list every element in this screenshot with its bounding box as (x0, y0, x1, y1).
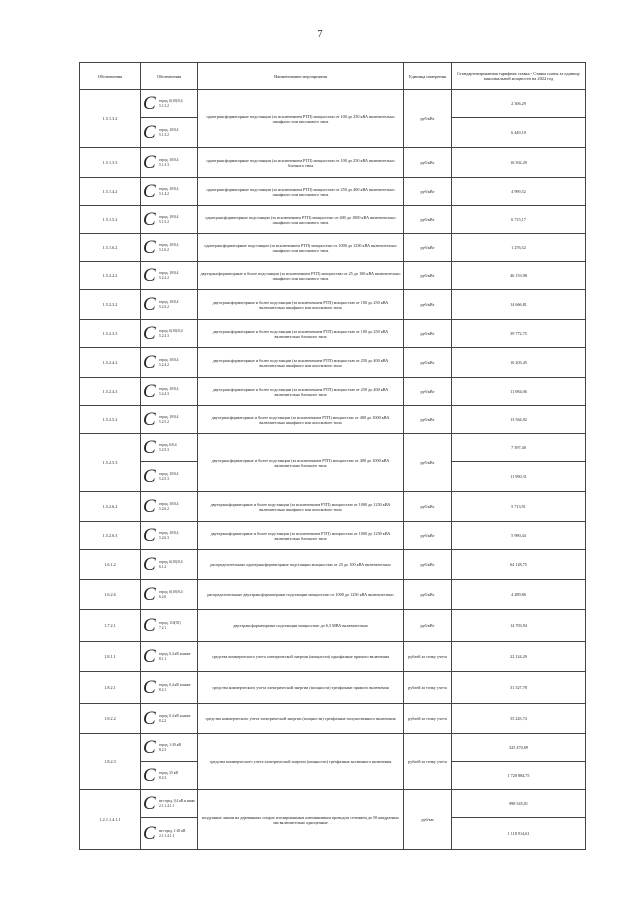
symbol-line-1: город, 6(10)/0,4 (159, 99, 183, 104)
symbol-line-1: город, 110(35) (159, 621, 181, 626)
symbol-text (157, 243, 178, 252)
row-rate-value: 16 502,29 (452, 148, 586, 178)
row-code: 1.5.2.6.2 (80, 492, 141, 522)
row-rate-value: 35 243,74 (452, 704, 586, 734)
row-unit: руб/кВт (404, 348, 452, 378)
table-row (80, 790, 586, 818)
row-rate-value: 6 715,17 (452, 206, 586, 234)
row-unit: руб/кВт (404, 406, 452, 434)
row-unit: руб/кВт (404, 234, 452, 262)
row-unit: руб/кВт (404, 290, 452, 320)
row-description: воздушные линии на деревянных опорах изолированным алюминиевым проводом сечением до 50 квадратных мм включительно одноцепные (198, 790, 404, 850)
row-rate-value: 5 713,91 (452, 492, 586, 522)
c-symbol-icon: C (143, 524, 156, 546)
symbol-line-1: город, 10/0,4 (159, 358, 179, 363)
symbol-group (143, 121, 195, 143)
row-rate-value: 1 276,52 (452, 234, 586, 262)
row-symbol (141, 406, 198, 434)
c-symbol-icon: C (143, 645, 156, 667)
symbol-line-1: город, 10/0,4 (159, 502, 179, 507)
symbol-line-1: город, 10/0,4 (159, 472, 179, 477)
symbol-group (143, 465, 195, 487)
symbol-line-2: 8.2.2 (159, 718, 167, 723)
symbol-line-1: город, 0,4 кВ и ниже (159, 683, 191, 688)
symbol-line-2: 5.2.2.2 (159, 275, 169, 280)
symbol-group (143, 583, 195, 605)
header-code: Обозначения (80, 63, 141, 90)
row-symbol (141, 178, 198, 206)
symbol-line-2: 5.1.3.2 (159, 132, 169, 137)
symbol-line-1: город, 10/0,4 (159, 158, 179, 163)
c-symbol-icon: C (143, 676, 156, 698)
row-rate-value: 14 666,81 (452, 290, 586, 320)
row-description: двухтрансформаторные и более подстанции (за исключением РТП) мощностью от 100 до 250 кВА включительно шкафного или киоскового типа (198, 290, 404, 320)
row-rate-value: 13 564,92 (452, 406, 586, 434)
row-description: однотрансформаторные подстанции (за исключением РТП) мощностью от 250 до 400 кВА включительно шкафного или киоскового типа (198, 178, 404, 206)
symbol-line-1: город, 35 кВ (159, 771, 178, 776)
symbol-group (143, 208, 195, 230)
table-row (80, 178, 586, 206)
row-description: двухтрансформаторные подстанции мощностью до 6,3 МВА включительно (198, 610, 404, 642)
symbol-line-1: город, 0,4 кВ и ниже (159, 652, 191, 657)
symbol-text (157, 329, 183, 338)
c-symbol-icon: C (143, 408, 156, 430)
symbol-text (157, 215, 178, 224)
symbol-line-2: 5.2.3.3 (159, 333, 169, 338)
row-description: двухтрансформаторные и более подстанции (за исключением РТП) мощностью от 25 до 100 кВА включительно шкафного или киоскового типа (198, 262, 404, 290)
symbol-group (143, 436, 195, 458)
symbol-line-1: город, 6(10)/0,4 (159, 560, 183, 565)
symbol-line-1: город, 10/0,4 (159, 187, 179, 192)
c-symbol-icon: C (143, 180, 156, 202)
row-code: 1.6.1.2 (80, 550, 141, 580)
symbol-text (157, 771, 178, 780)
row-description: однотрансформаторные подстанции (за исключением РТП) мощностью от 1000 до 1250 кВА включительно шкафного или киоскового типа (198, 234, 404, 262)
symbol-line-2: 2.1.1.4.1.1 (159, 833, 175, 838)
symbol-line-1: город, 10/0,4 (159, 415, 179, 420)
symbol-line-2: 6.2.6 (159, 594, 167, 599)
symbol-text (157, 99, 183, 108)
row-rate-value: 325 470,89 (452, 734, 586, 762)
symbol-text (157, 829, 185, 838)
symbol-text (157, 415, 178, 424)
symbol-line-2: 8.1.1 (159, 656, 167, 661)
row-description: двухтрансформаторные и более подстанции (за исключением РТП) мощностью от 1000 до 1250 кВА включительно шкафного или киоскового типа (198, 492, 404, 522)
symbol-text (157, 502, 178, 511)
symbol-group (143, 151, 195, 173)
row-symbol (141, 492, 198, 522)
table-row (80, 406, 586, 434)
symbol-line-2: 8.2.3 (159, 775, 167, 780)
row-code: 1.5.2.2.2 (80, 262, 141, 290)
header-unit: Единица измерения (404, 63, 452, 90)
symbol-line-1: город, 6/0,4 (159, 443, 177, 448)
row-code: 1.5.2.6.3 (80, 522, 141, 550)
table-row (80, 148, 586, 178)
c-symbol-icon: C (143, 707, 156, 729)
symbol-group (143, 293, 195, 315)
row-description: двухтрансформаторные и более подстанции (за исключением РТП) мощностью от 400 до 1000 кВА включительно блочного типа (198, 434, 404, 492)
row-rate-value: 5 990,44 (452, 522, 586, 550)
symbol-line-2: 5.2.4.3 (159, 391, 169, 396)
table-row (80, 642, 586, 672)
row-description: двухтрансформаторные и более подстанции (за исключением РТП) мощностью от 250 до 400 кВА включительно шкафного или киоскового типа (198, 348, 404, 378)
row-description: средства коммерческого учета электрической энергии (мощности) трехфазные полукосвенного включения (198, 704, 404, 734)
table-row (80, 234, 586, 262)
symbol-text (157, 652, 190, 661)
symbol-group (143, 645, 195, 667)
c-symbol-icon: C (143, 293, 156, 315)
tariff-table (79, 62, 586, 850)
table-row (80, 206, 586, 234)
row-symbol (141, 118, 198, 148)
table-row (80, 550, 586, 580)
symbol-group (143, 822, 195, 844)
c-symbol-icon: C (143, 121, 156, 143)
c-symbol-icon: C (143, 553, 156, 575)
symbol-line-2: 5.1.3.2 (159, 103, 169, 108)
row-unit: руб/кВт (404, 178, 452, 206)
row-code: 1.5.1.5.2 (80, 206, 141, 234)
symbol-line-1: не город, 1-20 кВ (159, 829, 186, 834)
row-code: 1.5.2.3.2 (80, 290, 141, 320)
row-rate-value: 4 289,86 (452, 580, 586, 610)
c-symbol-icon: C (143, 436, 156, 458)
row-symbol (141, 550, 198, 580)
row-symbol (141, 290, 198, 320)
table-body (80, 90, 586, 850)
c-symbol-icon: C (143, 792, 156, 814)
row-symbol (141, 762, 198, 790)
symbol-group (143, 736, 195, 758)
row-unit: руб/кВт (404, 610, 452, 642)
c-symbol-icon: C (143, 208, 156, 230)
symbol-line-1: город, 6(10)/0,4 (159, 590, 183, 595)
c-symbol-icon: C (143, 151, 156, 173)
row-symbol (141, 522, 198, 550)
symbol-group (143, 764, 195, 786)
row-rate-value: 14 703,94 (452, 610, 586, 642)
row-rate-value: 16 203,45 (452, 348, 586, 378)
row-unit: руб/кВт (404, 148, 452, 178)
symbol-line-2: 5.2.6.3 (159, 535, 169, 540)
row-symbol (141, 148, 198, 178)
table-row (80, 262, 586, 290)
row-unit: рублей за точку учета (404, 734, 452, 790)
row-symbol (141, 262, 198, 290)
symbol-line-2: 5.2.6.2 (159, 506, 169, 511)
table-row (80, 610, 586, 642)
row-rate-value: 2 306,29 (452, 90, 586, 118)
row-code: 1.2.1.1.4.1.1 (80, 790, 141, 850)
symbol-text (157, 387, 178, 396)
row-symbol (141, 610, 198, 642)
c-symbol-icon: C (143, 614, 156, 636)
row-description: средства коммерческого учета электрической энергии (мощности) трехфазные прямого включения (198, 672, 404, 704)
symbol-line-2: 6.1.2 (159, 564, 167, 569)
symbol-line-2: 7.2.1 (159, 625, 167, 630)
row-rate-value: 31 327,78 (452, 672, 586, 704)
symbol-group (143, 676, 195, 698)
row-symbol (141, 818, 198, 850)
c-symbol-icon: C (143, 822, 156, 844)
header-name: Наименование мероприятия (198, 63, 404, 90)
header-rate: Стандартизированная тарифная ставка - Ставка платы за единицу максимальной мощности на 2022 год (452, 63, 586, 90)
table-row (80, 348, 586, 378)
c-symbol-icon: C (143, 351, 156, 373)
row-symbol (141, 434, 198, 462)
row-unit: рублей за точку учета (404, 672, 452, 704)
table-row (80, 522, 586, 550)
row-symbol (141, 672, 198, 704)
symbol-line-1: город, 0,4 кВ и ниже (159, 714, 191, 719)
symbol-line-2: 8.2.1 (159, 687, 167, 692)
row-description: двухтрансформаторные и более подстанции (за исключением РТП) мощностью от 100 до 250 кВА включительно блочного типа (198, 320, 404, 348)
symbol-text (157, 472, 178, 481)
row-unit: руб/кВт (404, 206, 452, 234)
symbol-text (157, 714, 190, 723)
table-row (80, 90, 586, 118)
symbol-line-1: город, 6(10)/0,4 (159, 329, 183, 334)
row-symbol (141, 734, 198, 762)
symbol-line-2: 8.2.3 (159, 747, 167, 752)
row-unit: руб/кВт (404, 262, 452, 290)
table-header-row (80, 63, 586, 90)
symbol-group (143, 351, 195, 373)
row-symbol (141, 704, 198, 734)
row-rate-value: 39 772,75 (452, 320, 586, 348)
row-symbol (141, 462, 198, 492)
symbol-line-1: город, 1-20 кВ (159, 743, 181, 748)
row-description: распределительные однотрансформаторные подстанции мощностью от 25 до 100 кВА включительно (198, 550, 404, 580)
symbol-group (143, 408, 195, 430)
c-symbol-icon: C (143, 236, 156, 258)
symbol-line-2: 5.2.4.2 (159, 362, 169, 367)
row-rate-value: 46 153,98 (452, 262, 586, 290)
row-code: 1.8.2.2 (80, 704, 141, 734)
row-rate-value: 7 397,40 (452, 434, 586, 462)
c-symbol-icon: C (143, 764, 156, 786)
table-row (80, 378, 586, 406)
c-symbol-icon: C (143, 736, 156, 758)
symbol-group (143, 92, 195, 114)
table-row (80, 580, 586, 610)
symbol-group (143, 180, 195, 202)
row-description: средства коммерческого учета электрической энергии (мощности) трехфазные косвенного включения (198, 734, 404, 790)
symbol-line-2: 2.1.1.4.1.1 (159, 803, 175, 808)
row-code: 1.8.2.3 (80, 734, 141, 790)
symbol-group (143, 792, 195, 814)
symbol-text (157, 590, 183, 599)
row-unit: руб/кВт (404, 522, 452, 550)
table-row (80, 734, 586, 762)
row-symbol (141, 320, 198, 348)
symbol-text (157, 358, 178, 367)
row-code: 1.5.1.3.2 (80, 90, 141, 148)
symbol-group (143, 614, 195, 636)
symbol-line-1: город, 10/0,4 (159, 531, 179, 536)
symbol-text (157, 300, 178, 309)
symbol-line-1: не город, 0,4 кВ и ниже (159, 799, 195, 804)
symbol-line-1: город, 10/0,4 (159, 243, 179, 248)
symbol-line-2: 5.2.3.2 (159, 304, 169, 309)
row-unit: рублей за точку учета (404, 642, 452, 672)
row-symbol (141, 642, 198, 672)
symbol-line-1: город, 10/0,4 (159, 271, 179, 276)
symbol-line-2: 5.1.5.2 (159, 219, 169, 224)
row-rate-value: 4 999,52 (452, 178, 586, 206)
symbol-text (157, 187, 178, 196)
c-symbol-icon: C (143, 583, 156, 605)
row-unit: руб/кВт (404, 550, 452, 580)
symbol-text (157, 799, 195, 808)
symbol-group (143, 524, 195, 546)
symbol-text (157, 128, 178, 137)
row-code: 1.5.2.4.3 (80, 378, 141, 406)
row-code: 1.7.2.1 (80, 610, 141, 642)
symbol-group (143, 322, 195, 344)
row-code: 1.5.2.5.2 (80, 406, 141, 434)
symbol-line-1: город, 10/0,4 (159, 215, 179, 220)
row-symbol (141, 580, 198, 610)
symbol-line-2: 5.2.5.2 (159, 419, 169, 424)
row-description: однотрансформаторные подстанции (за исключением РТП) мощностью от 400 до 1000 кВА включительно шкафного или киоскового типа (198, 206, 404, 234)
row-rate-value: 22 124,29 (452, 642, 586, 672)
symbol-group (143, 380, 195, 402)
symbol-line-2: 5.1.4.2 (159, 191, 169, 196)
row-unit: рублей за точку учета (404, 704, 452, 734)
row-description: двухтрансформаторные и более подстанции (за исключением РТП) мощностью от 250 до 400 кВА включительно блочного типа (198, 378, 404, 406)
row-symbol (141, 790, 198, 818)
row-code: 1.5.2.4.2 (80, 348, 141, 378)
row-unit: руб/км (404, 790, 452, 850)
symbol-line-1: город, 10/0,4 (159, 128, 179, 133)
row-code: 1.5.2.3.3 (80, 320, 141, 348)
row-code: 1.5.1.3.3 (80, 148, 141, 178)
table-row (80, 704, 586, 734)
symbol-line-2: 5.2.5.3 (159, 447, 169, 452)
symbol-line-1: город, 10/0,4 (159, 387, 179, 392)
c-symbol-icon: C (143, 264, 156, 286)
row-unit: руб/кВт (404, 434, 452, 492)
row-unit: руб/кВт (404, 580, 452, 610)
c-symbol-icon: C (143, 495, 156, 517)
row-rate-value: 1 118 914,61 (452, 818, 586, 850)
symbol-text (157, 158, 178, 167)
header-symbol: Обозначения (141, 63, 198, 90)
row-description: однотрансформаторные подстанции (за исключением РТП) мощностью от 100 до 250 кВА включительно шкафного или киоскового типа (198, 90, 404, 148)
row-unit: руб/кВт (404, 378, 452, 406)
row-code: 1.6.2.6 (80, 580, 141, 610)
symbol-group (143, 264, 195, 286)
row-code: 1.5.2.5.3 (80, 434, 141, 492)
c-symbol-icon: C (143, 92, 156, 114)
row-rate-value: 11 084,06 (452, 378, 586, 406)
c-symbol-icon: C (143, 322, 156, 344)
row-rate-value: 1 720 884,75 (452, 762, 586, 790)
symbol-line-2: 5.1.6.2 (159, 247, 169, 252)
row-description: однотрансформаторные подстанции (за исключением РТП) мощностью от 100 до 250 кВА включительно блочного типа (198, 148, 404, 178)
c-symbol-icon: C (143, 465, 156, 487)
row-symbol (141, 90, 198, 118)
symbol-line-2: 5.2.5.3 (159, 476, 169, 481)
page-number: 7 (317, 29, 323, 40)
row-rate-value: 6 449,10 (452, 118, 586, 148)
table-row (80, 492, 586, 522)
row-description: двухтрансформаторные и более подстанции (за исключением РТП) мощностью от 1000 до 1250 кВА включительно блочного типа (198, 522, 404, 550)
row-rate-value: 998 545,01 (452, 790, 586, 818)
symbol-group (143, 553, 195, 575)
table-row (80, 434, 586, 462)
row-code: 1.5.1.6.2 (80, 234, 141, 262)
row-description: распределительные двухтрансформаторные подстанции мощностью от 1000 до 1250 кВА включительно (198, 580, 404, 610)
table-row (80, 672, 586, 704)
row-symbol (141, 206, 198, 234)
row-unit: руб/кВт (404, 320, 452, 348)
symbol-text (157, 683, 190, 692)
table-row (80, 320, 586, 348)
row-symbol (141, 234, 198, 262)
symbol-text (157, 271, 178, 280)
symbol-text (157, 621, 181, 630)
symbol-text (157, 443, 177, 452)
row-unit: руб/кВт (404, 90, 452, 148)
row-rate-value: 64 128,75 (452, 550, 586, 580)
row-symbol (141, 348, 198, 378)
symbol-line-1: город, 10/0,4 (159, 300, 179, 305)
symbol-group (143, 236, 195, 258)
row-code: 1.8.1.1 (80, 642, 141, 672)
symbol-group (143, 707, 195, 729)
row-symbol (141, 378, 198, 406)
c-symbol-icon: C (143, 380, 156, 402)
symbol-text (157, 560, 183, 569)
row-code: 1.5.1.4.2 (80, 178, 141, 206)
symbol-group (143, 495, 195, 517)
table-row (80, 290, 586, 320)
row-description: двухтрансформаторные и более подстанции (за исключением РТП) мощностью от 400 до 1000 кВА включительно шкафного или киоскового типа (198, 406, 404, 434)
row-rate-value: 11 990,31 (452, 462, 586, 492)
symbol-line-2: 5.1.3.3 (159, 162, 169, 167)
symbol-text (157, 743, 181, 752)
row-description: средства коммерческого учета электрической энергии (мощности) однофазные прямого включения (198, 642, 404, 672)
symbol-text (157, 531, 178, 540)
row-code: 1.8.2.1 (80, 672, 141, 704)
row-unit: руб/кВт (404, 492, 452, 522)
